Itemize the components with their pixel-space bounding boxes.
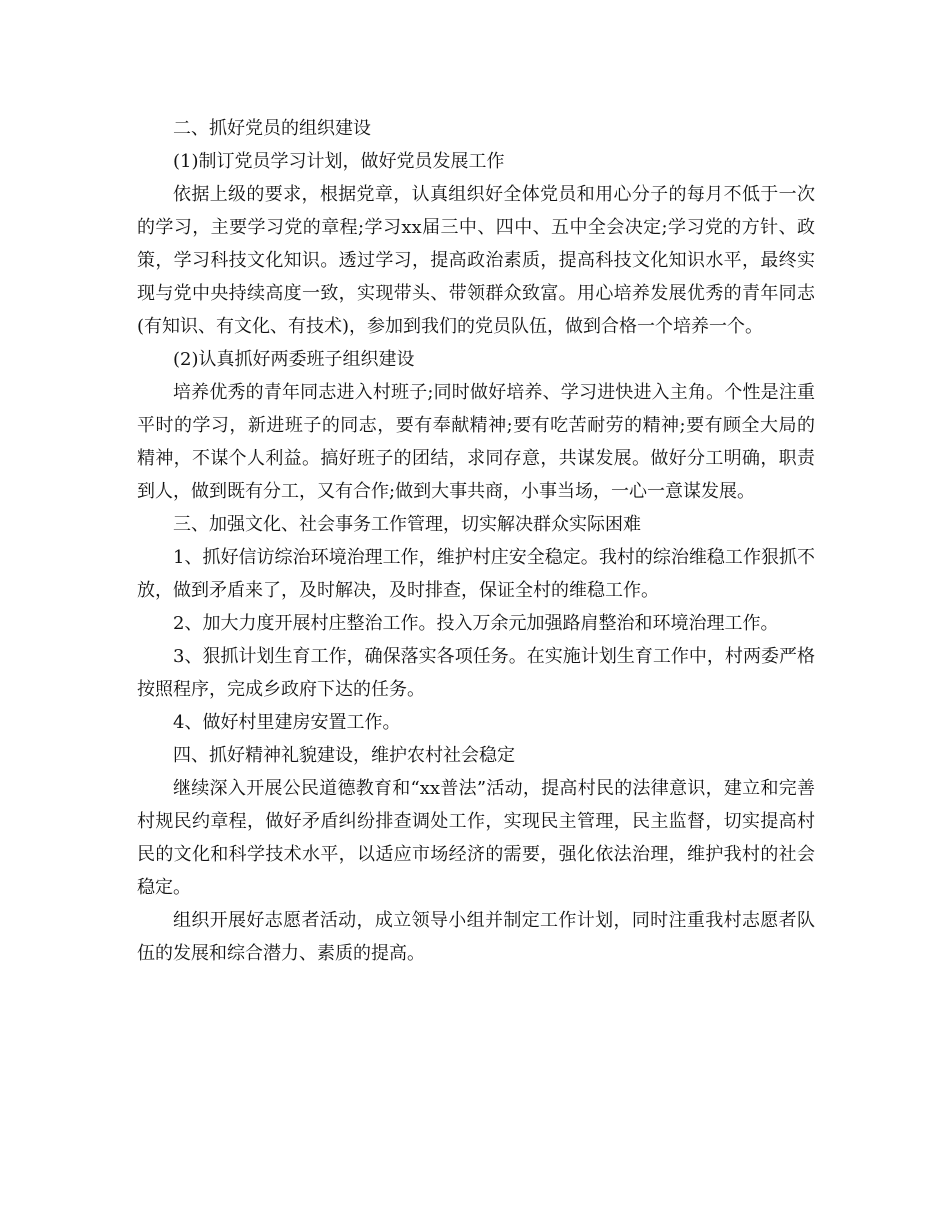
section-heading-3: 三、加强文化、社会事务工作管理，切实解决群众实际困难 (173, 514, 641, 535)
document-body (137, 112, 815, 970)
section-heading-2: 二、抓好党员的组织建设 (173, 118, 371, 139)
paragraph: 依据上级的要求，根据党章，认真组织好全体党员和用心分子的每月不低于一次的学习，主要学习党的章程;学习xx届三中、四中、五中全会决定;学习党的方针、政策，学习科技文化知识。透过学习，提高政治素质，提高科技文化知识水平，最终实现与党中央持续高度一致，实现带头、带领群众致富。用心培养发展优秀的青年同志(有知识、有文化、有技术)，参加到我们的党员队伍，做到合格一个培养一个。 (137, 184, 815, 337)
subheading-1: (1)制订党员学习计划，做好党员发展工作 (173, 151, 505, 172)
list-item: 1、抓好信访综治环境治理工作，维护村庄安全稳定。我村的综治维稳工作狠抓不放，做到矛盾来了，及时解决，及时排查，保证全村的维稳工作。 (137, 547, 815, 601)
paragraph: 培养优秀的青年同志进入村班子;同时做好培养、学习进快进入主角。个性是注重平时的学习，新进班子的同志，要有奉献精神;要有吃苦耐劳的精神;要有顾全大局的精神，不谋个人利益。搞好班子的团结，求同存意，共谋发展。做好分工明确，职责到人，做到既有分工，又有合作;做到大事共商，小事当场，一心一意谋发展。 (137, 382, 815, 502)
paragraph: 组织开展好志愿者活动，成立领导小组并制定工作计划，同时注重我村志愿者队伍的发展和综合潜力、素质的提高。 (137, 910, 815, 964)
subheading-2: (2)认真抓好两委班子组织建设 (173, 349, 415, 370)
paragraph: 继续深入开展公民道德教育和“xx普法”活动，提高村民的法律意识，建立和完善村规民约章程，做好矛盾纠纷排查调处工作，实现民主管理，民主监督，切实提高村民的文化和科学技术水平，以适应市场经济的需要，强化依法治理，维护我村的社会稳定。 (137, 778, 815, 898)
list-item: 4、做好村里建房安置工作。 (173, 712, 401, 733)
section-heading-4: 四、抓好精神礼貌建设，维护农村社会稳定 (173, 745, 515, 766)
list-item: 3、狠抓计划生育工作，确保落实各项任务。在实施计划生育工作中，村两委严格按照程序，完成乡政府下达的任务。 (137, 646, 815, 700)
list-item: 2、加大力度开展村庄整治工作。投入万余元加强路肩整治和环境治理工作。 (173, 613, 779, 634)
